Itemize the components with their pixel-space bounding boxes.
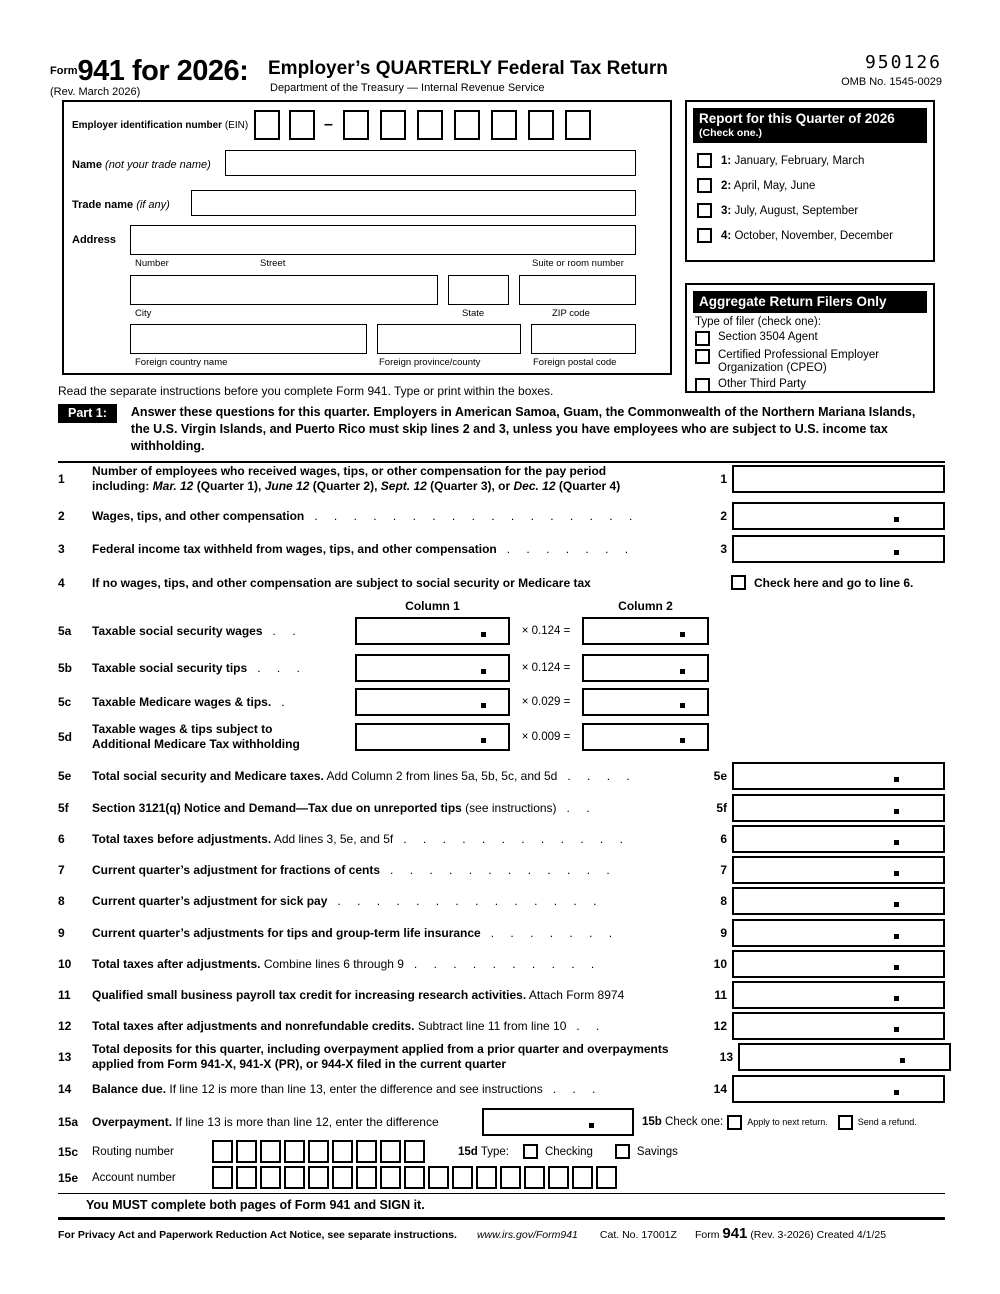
digit-box[interactable] [380, 1166, 401, 1189]
digit-box[interactable] [404, 1140, 425, 1163]
line-5d-row [58, 722, 945, 752]
foreign-country-field[interactable] [130, 324, 367, 354]
line-5d-multiplier: × 0.009 = [521, 731, 571, 743]
line-5b-row: 5b Taxable social security tips . . . × 0.124 = [58, 654, 945, 682]
digit-box[interactable] [260, 1140, 281, 1163]
form-scan-code: 950126 [864, 52, 942, 73]
line-12-row [58, 1012, 945, 1040]
line-3-box-number: 3 [720, 542, 727, 556]
line-5a-number: 5a [58, 624, 72, 638]
quarter-4-checkbox[interactable] [697, 228, 712, 243]
digit-box[interactable] [380, 110, 406, 140]
digit-box[interactable] [500, 1166, 521, 1189]
column-2-header: Column 2 [618, 599, 673, 613]
send-a-refund-label: Send a refund. [857, 1117, 917, 1127]
line-15c-row [58, 1140, 945, 1163]
ein-prefix-boxes[interactable] [254, 110, 324, 140]
line-2-box-number: 2 [720, 509, 727, 523]
line-11-number: 11 [58, 988, 71, 1002]
digit-box[interactable] [284, 1140, 305, 1163]
digit-box[interactable] [236, 1140, 257, 1163]
aggregate-panel-title: Aggregate Return Filers Only [699, 294, 887, 309]
line-8-box-number: 8 [720, 894, 727, 908]
digit-box[interactable] [404, 1166, 425, 1189]
digit-box[interactable] [289, 110, 315, 140]
address-sub-suite: Suite or room number [532, 258, 624, 269]
line-15d-label: 15d Type: [458, 1145, 509, 1158]
digit-box[interactable] [212, 1140, 233, 1163]
name-field[interactable] [225, 150, 636, 176]
column-headers [58, 599, 945, 613]
digit-box[interactable] [332, 1166, 353, 1189]
digit-box[interactable] [491, 110, 517, 140]
form-identifier [50, 55, 248, 98]
line-5f-row [58, 794, 945, 822]
line-3-label: Federal income tax withheld from wages, tips, and other compensation . . . . . . . [92, 542, 634, 556]
line-5c-col2-entry[interactable] [582, 688, 709, 716]
line-15b-label: 15b Check one: [642, 1116, 724, 1128]
trade-name-field[interactable] [191, 190, 636, 216]
quarter-option-3: 3: July, August, September [697, 203, 933, 218]
line-5f-number: 5f [58, 801, 69, 815]
quarter-3-checkbox[interactable] [697, 203, 712, 218]
trade-name-label: Trade name (if any) [72, 199, 170, 211]
line-2-entry[interactable] [732, 502, 945, 530]
catalog-number: Cat. No. 17001Z [599, 1229, 677, 1241]
line-5e-label: Total social security and Medicare taxes. Add Column 2 from lines 5a, 5b, 5c, and 5d . . . . [92, 769, 635, 783]
quarter-panel-title: Report for this Quarter of 2026 [699, 111, 895, 126]
line-7-label: Current quarter’s adjustment for fractions of cents . . . . . . . . . . . . [92, 863, 615, 877]
line-10-row [58, 950, 945, 978]
line-6-entry[interactable] [732, 825, 945, 853]
digit-box[interactable] [260, 1166, 281, 1189]
line-8-entry[interactable] [732, 887, 945, 915]
name-label: Name (not your trade name) [72, 159, 211, 171]
line-15e-row [58, 1166, 945, 1189]
digit-box[interactable] [343, 110, 369, 140]
part1-divider [58, 461, 945, 463]
line-5c-number: 5c [58, 695, 72, 709]
address-label: Address [72, 234, 117, 246]
line-5c-label: Taxable Medicare wages & tips. [92, 695, 272, 709]
line-11-entry[interactable] [732, 981, 945, 1009]
line-1-number: 1 [58, 472, 65, 486]
digit-box[interactable] [212, 1166, 233, 1189]
quarter-option-2: 2: April, May, June [697, 178, 933, 193]
line-15c-number: 15c [58, 1144, 79, 1159]
line-6-box-number: 6 [720, 832, 727, 846]
page-footer [58, 1225, 945, 1242]
line-13-label: Total deposits for this quarter, including overpayment applied from a prior quarter and overpayments applied from Form 941-X, 941-X (PR), or 944-X filed in the current quarter [92, 1042, 669, 1071]
line-11-label: Qualified small business payroll tax credit for increasing research activities. Attach Form 8974 [92, 988, 625, 1002]
line-5e-row [58, 762, 945, 790]
filer-option-cpeo: Certified Professional Employer Organization (CPEO) [695, 349, 933, 375]
line-1-entry[interactable] [732, 465, 945, 493]
line-7-box-number: 7 [720, 863, 727, 877]
foreign-province-sub-label: Foreign province/county [379, 357, 481, 368]
line-13-box-number: 13 [719, 1050, 733, 1064]
line-10-number: 10 [58, 957, 72, 971]
line-5e-number: 5e [58, 769, 72, 783]
line-5b-label: Taxable social security tips [92, 661, 248, 675]
quarter-option-1: 1: January, February, March [697, 153, 933, 168]
foreign-country-sub-label: Foreign country name [135, 357, 228, 368]
digit-box[interactable] [524, 1166, 545, 1189]
digit-box[interactable] [417, 110, 443, 140]
digit-box[interactable] [454, 110, 480, 140]
city-field[interactable] [130, 275, 438, 305]
line-3-row [58, 535, 945, 563]
quarter-1-checkbox[interactable] [697, 153, 712, 168]
line-1-label: Number of employees who received wages, tips, or other compensation for the pay period including: Mar. 12 (Quarter 1), June 12 (Quarter 2), Sept. 12 (Quarter 3), or Dec. 12 (Quarter 4) [92, 464, 621, 493]
line-9-row [58, 919, 945, 947]
line-5a-col1-entry[interactable] [355, 617, 510, 645]
line-5f-entry[interactable] [732, 794, 945, 822]
line-14-box-number: 14 [713, 1082, 727, 1096]
decimal-point-marker [894, 517, 899, 522]
line-10-label: Total taxes after adjustments. Combine lines 6 through 9 . . . . . . . . . . [92, 957, 600, 971]
digit-box[interactable] [284, 1166, 305, 1189]
line-5b-col1-entry[interactable] [355, 654, 510, 682]
routing-number-label: Routing number [92, 1145, 174, 1158]
digit-box[interactable] [428, 1166, 449, 1189]
digit-box[interactable] [308, 1166, 329, 1189]
digit-box[interactable] [236, 1166, 257, 1189]
digit-box[interactable] [254, 110, 280, 140]
line-11-row [58, 981, 945, 1009]
other-third-party-checkbox[interactable] [695, 378, 710, 393]
line-8-label: Current quarter’s adjustment for sick pay . . . . . . . . . . . . . . [92, 894, 602, 908]
digit-box[interactable] [308, 1140, 329, 1163]
line-12-box-number: 12 [713, 1019, 727, 1033]
line-5d-col2-entry[interactable] [582, 723, 709, 751]
footer-divider [58, 1217, 945, 1220]
line-4-number: 4 [58, 575, 65, 590]
line-4-checkbox[interactable] [731, 575, 746, 590]
apply-to-next-return-label: Apply to next return. [747, 1117, 828, 1127]
filer-option-other: Other Third Party [695, 378, 933, 393]
form-number: 941 for 2026: [77, 55, 249, 87]
line-3-entry[interactable] [732, 535, 945, 563]
routing-number-boxes[interactable] [212, 1140, 428, 1163]
line-5f-box-number: 5f [716, 801, 727, 815]
line-7-number: 7 [58, 863, 65, 877]
checking-checkbox[interactable] [523, 1144, 538, 1159]
line-10-box-number: 10 [713, 957, 727, 971]
aggregate-filers-panel [685, 283, 935, 393]
line-6-row [58, 825, 945, 853]
line-5e-entry[interactable] [732, 762, 945, 790]
digit-box[interactable] [596, 1166, 617, 1189]
digit-box[interactable] [476, 1166, 497, 1189]
quarter-select-panel [685, 100, 935, 262]
line-15a-entry[interactable] [482, 1108, 634, 1136]
must-complete-notice: You MUST complete both pages of Form 941 and SIGN it. [58, 1193, 945, 1217]
line-1-row [58, 464, 945, 494]
line-15a-row [58, 1108, 945, 1136]
checking-label: Checking [544, 1145, 593, 1158]
line-7-entry[interactable] [732, 856, 945, 884]
revision-date: (Rev. March 2026) [50, 86, 141, 98]
digit-box[interactable] [380, 1140, 401, 1163]
line-5e-box-number: 5e [713, 769, 727, 783]
line-12-label: Total taxes after adjustments and nonrefundable credits. Subtract line 11 from line 10 . . [92, 1019, 605, 1033]
filer-type-label: Type of filer (check one): [695, 316, 821, 328]
line-3-number: 3 [58, 542, 65, 556]
line-9-box-number: 9 [720, 926, 727, 940]
ein-dash: – [324, 116, 333, 133]
line-6-number: 6 [58, 832, 65, 846]
line-5d-col1-entry[interactable] [355, 723, 510, 751]
filer-option-3504: Section 3504 Agent [695, 331, 933, 346]
line-15e-number: 15e [58, 1170, 79, 1185]
line-2-label: Wages, tips, and other compensation . . . . . . . . . . . . . . . . . [92, 509, 638, 523]
line-1-box-number: 1 [720, 472, 727, 486]
line-8-row [58, 887, 945, 915]
line-5a-label: Taxable social security wages [92, 624, 263, 638]
line-14-number: 14 [58, 1082, 72, 1096]
digit-box[interactable] [356, 1140, 377, 1163]
line-10-entry[interactable] [732, 950, 945, 978]
line-4-label: If no wages, tips, and other compensation are subject to social security or Medicare tax [92, 575, 591, 590]
account-number-label: Account number [92, 1171, 176, 1184]
line-5a-col2-entry[interactable] [582, 617, 709, 645]
address-sub-number: Number [135, 258, 169, 269]
line-6-label: Total taxes before adjustments. Add lines 3, 5e, and 5f . . . . . . . . . . . . [92, 832, 628, 846]
digit-box[interactable] [548, 1166, 569, 1189]
footer-form-id: Form 941 (Rev. 3-2026) Created 4/1/25 [694, 1225, 887, 1242]
quarter-option-4: 4: October, November, December [697, 228, 933, 243]
cpeo-checkbox[interactable] [695, 349, 710, 364]
address-field[interactable] [130, 225, 636, 255]
line-4-check-label: Check here and go to line 6. [754, 575, 914, 590]
line-9-label: Current quarter’s adjustments for tips and group-term life insurance . . . . . . . [92, 926, 618, 940]
line-5d-label: Taxable wages & tips subject to Additional Medicare Tax withholding [92, 722, 300, 751]
savings-checkbox[interactable] [615, 1144, 630, 1159]
entity-information-box [62, 100, 672, 375]
line-5c-row: 5c Taxable Medicare wages & tips. . × 0.029 = [58, 688, 945, 716]
line-5a-row: 5a Taxable social security wages . . × 0.124 = [58, 617, 945, 645]
send-a-refund-checkbox[interactable] [838, 1115, 853, 1130]
zip-sub-label: ZIP code [552, 308, 590, 319]
line-13-entry[interactable] [738, 1043, 951, 1071]
line-2-number: 2 [58, 509, 65, 523]
foreign-province-field[interactable] [377, 324, 521, 354]
line-9-number: 9 [58, 926, 65, 940]
digit-box[interactable] [565, 110, 591, 140]
line-5b-multiplier: × 0.124 = [521, 662, 571, 674]
page-title: Employer’s QUARTERLY Federal Tax Return [268, 58, 668, 79]
quarter-2-checkbox[interactable] [697, 178, 712, 193]
savings-label: Savings [636, 1145, 678, 1158]
line-12-entry[interactable] [732, 1012, 945, 1040]
line-5b-col2-entry[interactable] [582, 654, 709, 682]
city-sub-label: City [135, 308, 152, 319]
state-sub-label: State [462, 308, 485, 319]
line-14-entry[interactable] [732, 1075, 945, 1103]
line-8-number: 8 [58, 894, 65, 908]
line-5d-number: 5d [58, 730, 73, 744]
line-11-box-number: 11 [714, 988, 727, 1002]
omb-number: OMB No. 1545-0029 [841, 76, 942, 88]
line-14-label: Balance due. If line 12 is more than line 13, enter the difference and see instructions . . . [92, 1082, 601, 1096]
zip-field[interactable] [519, 275, 636, 305]
column-1-header: Column 1 [405, 599, 460, 613]
privacy-act-notice: For Privacy Act and Paperwork Reduction Act Notice, see separate instructions. [58, 1229, 457, 1241]
digit-box[interactable] [356, 1166, 377, 1189]
line-15a-label: Overpayment. If line 13 is more than line 12, enter the difference [92, 1115, 439, 1129]
treasury-subtitle: Department of the Treasury — Internal Revenue Service [270, 82, 545, 94]
digit-box[interactable] [452, 1166, 473, 1189]
line-13-number: 13 [58, 1050, 72, 1064]
read-instructions-line: Read the separate instructions before you complete Form 941. Type or print within the boxes. [58, 384, 554, 398]
state-field[interactable] [448, 275, 509, 305]
quarter-panel-subtitle: (Check one.) [699, 127, 763, 139]
line-5f-label: Section 3121(q) Notice and Demand—Tax due on unreported tips (see instructions) . . [92, 801, 595, 815]
line-5a-multiplier: × 0.124 = [521, 625, 571, 637]
line-5c-col1-entry[interactable] [355, 688, 510, 716]
digit-box[interactable] [332, 1140, 353, 1163]
irs-url: www.irs.gov/Form941 [476, 1229, 578, 1241]
apply-to-next-return-checkbox[interactable] [727, 1115, 742, 1130]
line-12-number: 12 [58, 1019, 72, 1033]
line-7-row [58, 856, 945, 884]
line-9-entry[interactable] [732, 919, 945, 947]
line-4-row [58, 575, 945, 590]
account-number-boxes[interactable] [212, 1166, 620, 1189]
digit-box[interactable] [528, 110, 554, 140]
form-word: Form [50, 65, 78, 77]
foreign-postal-field[interactable] [531, 324, 636, 354]
line-15a-number: 15a [58, 1115, 79, 1129]
foreign-postal-sub-label: Foreign postal code [533, 357, 617, 368]
line-2-row [58, 502, 945, 530]
address-sub-street: Street [260, 258, 286, 269]
line-13-row [58, 1042, 945, 1072]
ein-suffix-boxes[interactable] [343, 110, 591, 140]
digit-box[interactable] [572, 1166, 593, 1189]
ein-label: Employer identification number (EIN) [72, 119, 249, 131]
section-3504-checkbox[interactable] [695, 331, 710, 346]
line-5c-multiplier: × 0.029 = [521, 696, 571, 708]
line-14-row [58, 1075, 945, 1103]
line-5b-number: 5b [58, 661, 73, 675]
part1-tag: Part 1: [58, 404, 117, 423]
part1-heading: Answer these questions for this quarter. Employers in American Samoa, Guam, the Commonwealth of the Northern Mariana Islands, the U.S. Virgin Islands, and Puerto Rico must skip lines 2 and 3, unless you have employees who are subject to U.S. income tax withholding. [130, 405, 916, 453]
